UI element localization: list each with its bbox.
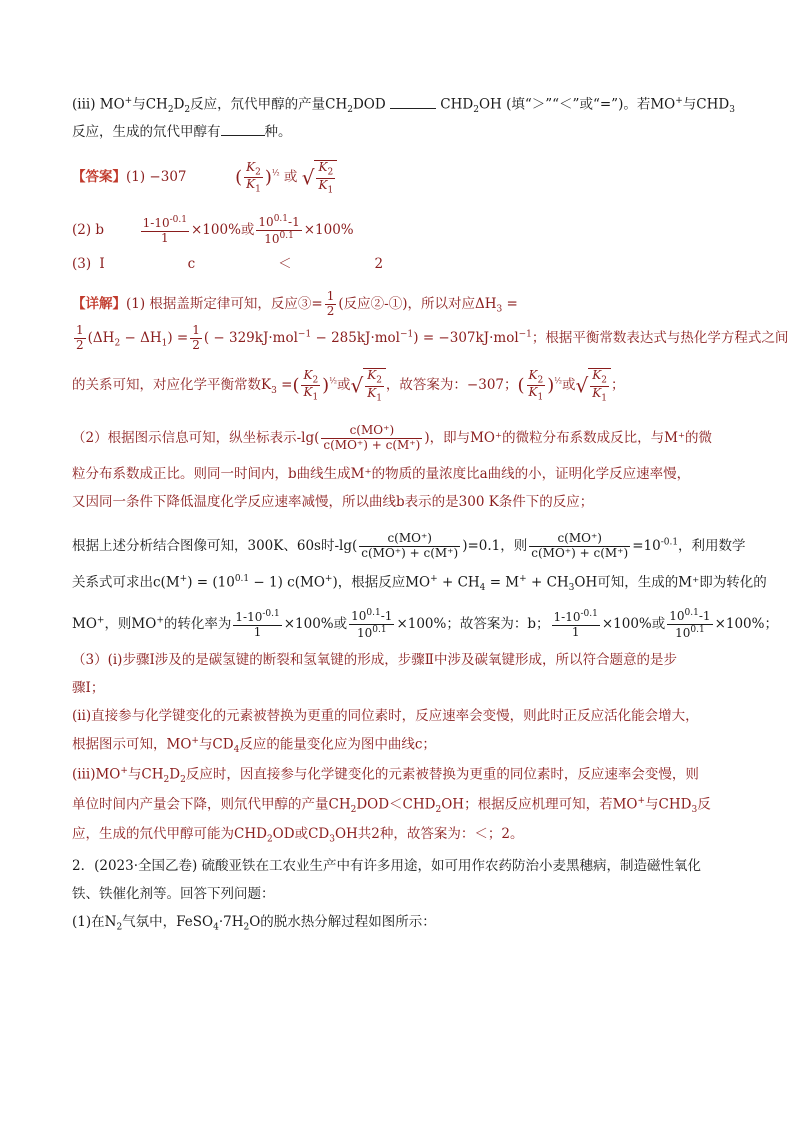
detail-line-15: 单位时间内产量会下降，则氘代甲醇的产量$CH_2DOD<CHD_2OH$；根据反应机理可知，若MO+与$CHD_3$反 [72,796,711,816]
text: (iii) MO [72,96,125,113]
detail-line-13: 根据图示可知，MO+与$CD_4$反应的能量变化应为图中曲线c； [72,736,436,756]
text: 与CHD [682,96,730,113]
answer-line-2: (2) b $\frac{1-10^{-0.1}}{1}$ ×100%或 $\frac{10^{0.1}-1}{10^{0.1}}$ ×100% [72,214,354,246]
detail-line-3: 的关系可知，对应化学平衡常数$K_3$ =( $\frac{K_2}{K_1}$ )$^{\frac{1}{2}}$或√ $\frac{K_2}{K_1}$ ，故答案为：−307；( $\frac{K_2}{K_1}$ )$^{\frac{1}{2}}$或√ $\frac{K_2}{K_1}$ ； [72,367,625,404]
text: 反应，生成的氘代甲醇有 [72,124,221,140]
detail-line-9: MO+，则MO+的转化率为 $\frac{1-10^{-0.1}}{1}$ ×100%或 $\frac{10^{0.1}-1}{10^{0.1}}$ ×100%；故答案为：b； $\frac{1-10^{-0.1}}{1}$ ×100%或 $\frac{10^{0.1}-1}{10^{0.1}}$ ×100%； [72,608,778,640]
text: ×100%或 [190,221,255,238]
detail-line-5: 粒分布系数成正比。则同一时间内，b曲线生成M⁺的物质的量浓度比a曲线的小，证明化学反应速率慢， [72,466,691,482]
detail-line-7: 根据上述分析结合图像可知，300K、60s时-lg( $\frac{c(MO^+)}{c(MO^+) + c(M^+)}$ )=0.1，则 $\frac{c(MO^+)}{c(MO^+) + c(M^+)}$ $=10^{-0.1}$，利用数学 [72,531,746,560]
text: 或 [283,169,298,186]
detail-line-2: $\frac{1}{2}$ $(\Delta H_2 - \Delta H_1)$ = $\frac{1}{2}$ ( − 329kJ·mol$^{-1}$ − 285kJ·mol$^{-1}$) = −307kJ·mol$^{-1}$；根据平衡常数表达式与热化学方程式之间 [76,323,789,352]
text: (2) b [72,221,105,238]
text: 种。 [264,124,292,140]
text: D [173,96,185,113]
detail-line-14: (ⅲ)MO+与$CH_2D_2$反应时，因直接参与化学键变化的元素被替换为更重的同位素时，反应速率会变慢，则 [72,766,699,786]
text: DOD [352,96,386,113]
sqrt: √ $\frac{K_2}{K_1}$ [302,160,337,195]
text: (1) −307 [126,169,187,186]
q2-line-2: 铁、铁催化剂等。回答下列问题： [72,886,275,902]
q2-line-3: (1)在$N_2$气氛中，$FeSO_4\cdot 7H_2O$的脱水热分解过程如图所示： [72,914,436,933]
text: (3) I c ＜ 2 [72,256,384,272]
text: 与CH [132,96,168,113]
detail-line-6: 又因同一条件下降低温度化学反应速率减慢，所以曲线b表示的是300 K条件下的反应； [72,494,594,510]
fraction: $\frac{K_2}{K_1}$ [246,159,261,195]
text: CHD [440,96,474,113]
detail-line-4: （2）根据图示信息可知，纵坐标表示-lg( $\frac{c(MO^+)}{c(MO^+) + c(M^+)}$ )，即与MO⁺的微粒分布系数成反比，与M⁺的微 [72,423,713,452]
detail-line-1: 【详解】(1) 根据盖斯定律可知，反应③= $\frac{1}{2}$ (反应②-①)，所以对应$\Delta H_3$ = [72,289,518,318]
answer-blank [390,108,436,109]
detail-line-16: 应，生成的氘代甲醇可能为$CHD_2OD$或$CD_3OH$共2种，故答案为：＜；2。 [72,826,524,845]
question-line-2 [72,124,292,140]
detail-line-12: (ⅱ)直接参与化学键变化的元素被替换为更重的同位素时，反应速率会变慢，则此时正反应活化能会增大， [72,708,699,724]
text: ×100% [303,221,354,238]
q2-line-1: 2．(2023·全国乙卷) 硫酸亚铁在工农业生产中有许多用途，如可用作农药防治小麦黑穗病，制造磁性氧化 [72,858,702,874]
detail-line-8: 关系式可求出$c(M^+) = (10^{0.1} - 1)$ c(MO+)，根据反应$MO^+ + CH_4 = M^+ + CH_3OH$可知，生成的M⁺即为转化的 [72,574,767,594]
text: OH (填“＞”“＜”或“=”)。若MO [478,96,676,113]
question-line-1: (iii) MO+与$CH_2D_2$反应，氘代甲醇的产量$CH_2DOD$ $CHD_2OH$ (填“＞”“＜”或“=”)。若MO+与$CHD_3$ [72,96,735,116]
answer-label: 【答案】 [72,169,126,186]
answer-line-1: 【答案】(1) −307 ( $\frac{K_2}{K_1}$ )$^{\frac{1}{2}}$ 或 √ $\frac{K_2}{K_1}$ [72,160,337,195]
answer-blank [221,135,265,136]
answer-line-3 [72,256,383,272]
detail-line-10: （3）(ⅰ)步骤Ⅰ涉及的是碳氢键的断裂和氢氧键的形成，步骤Ⅱ中涉及碳氧键形成，所以符合题意的是步 [72,652,677,668]
detail-label: 【详解】 [72,295,126,312]
text: 反应，氘代甲醇的产量CH [190,96,348,113]
detail-line-11: 骤Ⅰ； [72,680,105,696]
